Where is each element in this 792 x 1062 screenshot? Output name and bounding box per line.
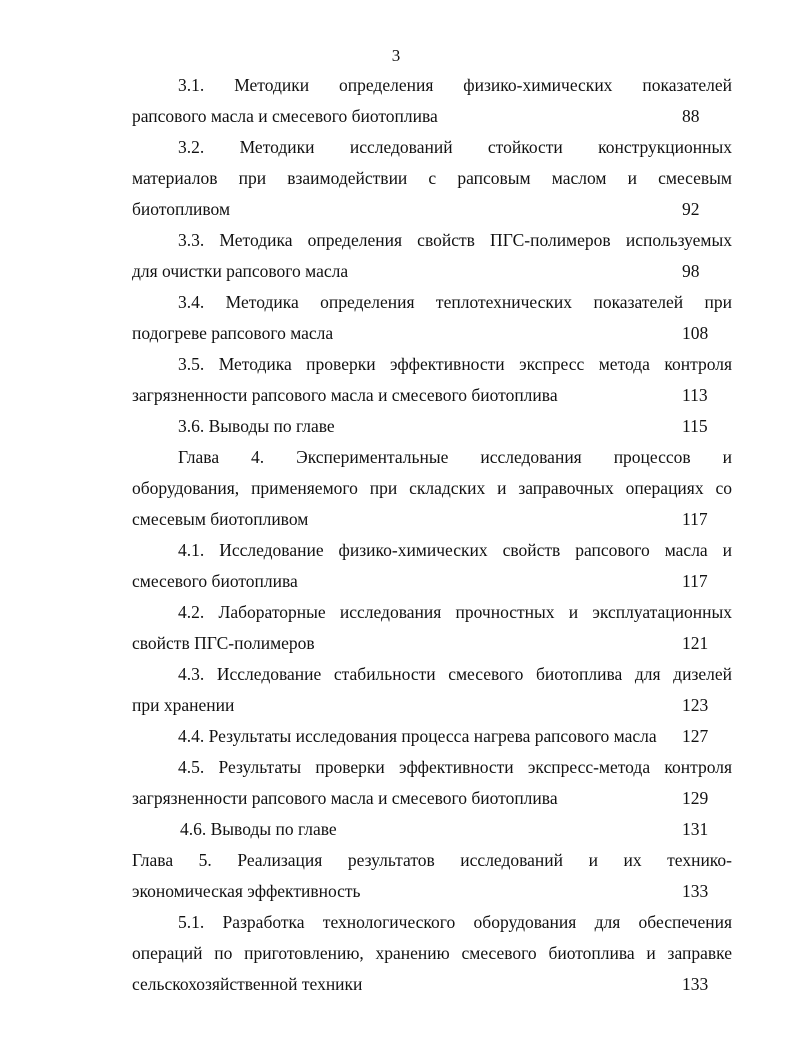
toc-page-ref: 127 bbox=[682, 726, 709, 746]
toc-entry-title: 4.4. Результаты исследования процесса нагрева рапсового масла bbox=[178, 726, 657, 746]
page-number: 3 bbox=[391, 46, 401, 65]
toc-page-ref: 108 bbox=[682, 323, 709, 343]
toc-page-ref: 133 bbox=[682, 974, 709, 994]
toc-entry-title-end: для очистки рапсового масла bbox=[132, 261, 349, 281]
toc-entry-title-end: подогреве рапсового масла bbox=[132, 323, 334, 343]
toc-entry-title: 3.2. Методики исследований стойкости конструкционных bbox=[178, 137, 732, 157]
toc-entry-title: 4.2. Лабораторные исследования прочностных и эксплуатационных bbox=[178, 602, 732, 622]
toc-entry-4-6 bbox=[132, 814, 732, 845]
toc-entry-title: 4.1. Исследование физико-химических свойств рапсового масла и bbox=[178, 540, 732, 560]
toc-entry-title-end: рапсового масла и смесевого биотоплива bbox=[132, 106, 438, 126]
toc-entry-4-4 bbox=[132, 721, 732, 752]
toc-entry-title-end: смесевого биотоплива bbox=[132, 571, 298, 591]
toc-entry-title: Глава 4. Экспериментальные исследования процессов и bbox=[178, 447, 732, 467]
toc-entry-title-cont: оборудования, применяемого при складских и заправочных операциях со bbox=[132, 478, 732, 498]
toc-page-ref: 117 bbox=[682, 571, 708, 591]
toc-entry-title: 3.5. Методика проверки эффективности экспресс метода контроля bbox=[178, 354, 732, 374]
toc-page-ref: 98 bbox=[682, 261, 700, 281]
toc-entry-title-end: биотопливом bbox=[132, 199, 231, 219]
toc-entry-3-1 bbox=[132, 70, 732, 132]
toc-entry-title: Глава 5. Реализация результатов исследований и их технико- bbox=[132, 850, 732, 870]
toc-entry-title-end: сельскохозяйственной техники bbox=[132, 974, 363, 994]
toc-entry-chapter-4 bbox=[132, 442, 732, 535]
toc-page-ref: 92 bbox=[682, 199, 700, 219]
toc-page-ref: 117 bbox=[682, 509, 708, 529]
table-of-contents bbox=[132, 70, 732, 1000]
toc-entry-title: 4.6. Выводы по главе bbox=[180, 819, 337, 839]
toc-entry-4-2 bbox=[132, 597, 732, 659]
toc-entry-title-end: свойств ПГС-полимеров bbox=[132, 633, 315, 653]
toc-entry-5-1 bbox=[132, 907, 732, 1000]
toc-entry-title: 3.1. Методики определения физико-химических показателей bbox=[178, 75, 732, 95]
toc-entry-title-end: загрязненности рапсового масла и смесевого биотоплива bbox=[132, 788, 558, 808]
toc-entry-title-end: при хранении bbox=[132, 695, 235, 715]
toc-entry-title-cont: материалов при взаимодействии с рапсовым маслом и смесевым bbox=[132, 168, 732, 188]
toc-entry-4-3 bbox=[132, 659, 732, 721]
toc-entry-title-end: загрязненности рапсового масла и смесевого биотоплива bbox=[132, 385, 558, 405]
toc-entry-title: 3.4. Методика определения теплотехнических показателей при bbox=[178, 292, 732, 312]
toc-entry-title: 3.6. Выводы по главе bbox=[178, 416, 335, 436]
toc-entry-title: 4.5. Результаты проверки эффективности экспресс-метода контроля bbox=[178, 757, 732, 777]
toc-entry-3-3 bbox=[132, 225, 732, 287]
toc-entry-title-end: смесевым биотопливом bbox=[132, 509, 309, 529]
toc-entry-3-6 bbox=[132, 411, 732, 442]
toc-entry-3-5 bbox=[132, 349, 732, 411]
toc-entry-4-5 bbox=[132, 752, 732, 814]
toc-entry-title-cont: операций по приготовлению, хранению смесевого биотоплива и заправке bbox=[132, 943, 732, 963]
toc-entry-chapter-5 bbox=[132, 845, 732, 907]
toc-page-ref: 113 bbox=[682, 385, 708, 405]
toc-entry-title: 4.3. Исследование стабильности смесевого биотоплива для дизелей bbox=[178, 664, 732, 684]
toc-entry-4-1 bbox=[132, 535, 732, 597]
toc-entry-3-2 bbox=[132, 132, 732, 225]
toc-page-ref: 88 bbox=[682, 106, 700, 126]
toc-page-ref: 129 bbox=[682, 788, 709, 808]
toc-entry-title: 3.3. Методика определения свойств ПГС-полимеров используемых bbox=[178, 230, 732, 250]
toc-entry-title-end: экономическая эффективность bbox=[132, 881, 361, 901]
toc-page-ref: 115 bbox=[682, 416, 708, 436]
toc-entry-title: 5.1. Разработка технологического оборудования для обеспечения bbox=[178, 912, 732, 932]
toc-page-ref: 131 bbox=[682, 819, 709, 839]
toc-page-ref: 123 bbox=[682, 695, 709, 715]
toc-entry-3-4 bbox=[132, 287, 732, 349]
toc-page-ref: 133 bbox=[682, 881, 709, 901]
toc-page-ref: 121 bbox=[682, 633, 709, 653]
